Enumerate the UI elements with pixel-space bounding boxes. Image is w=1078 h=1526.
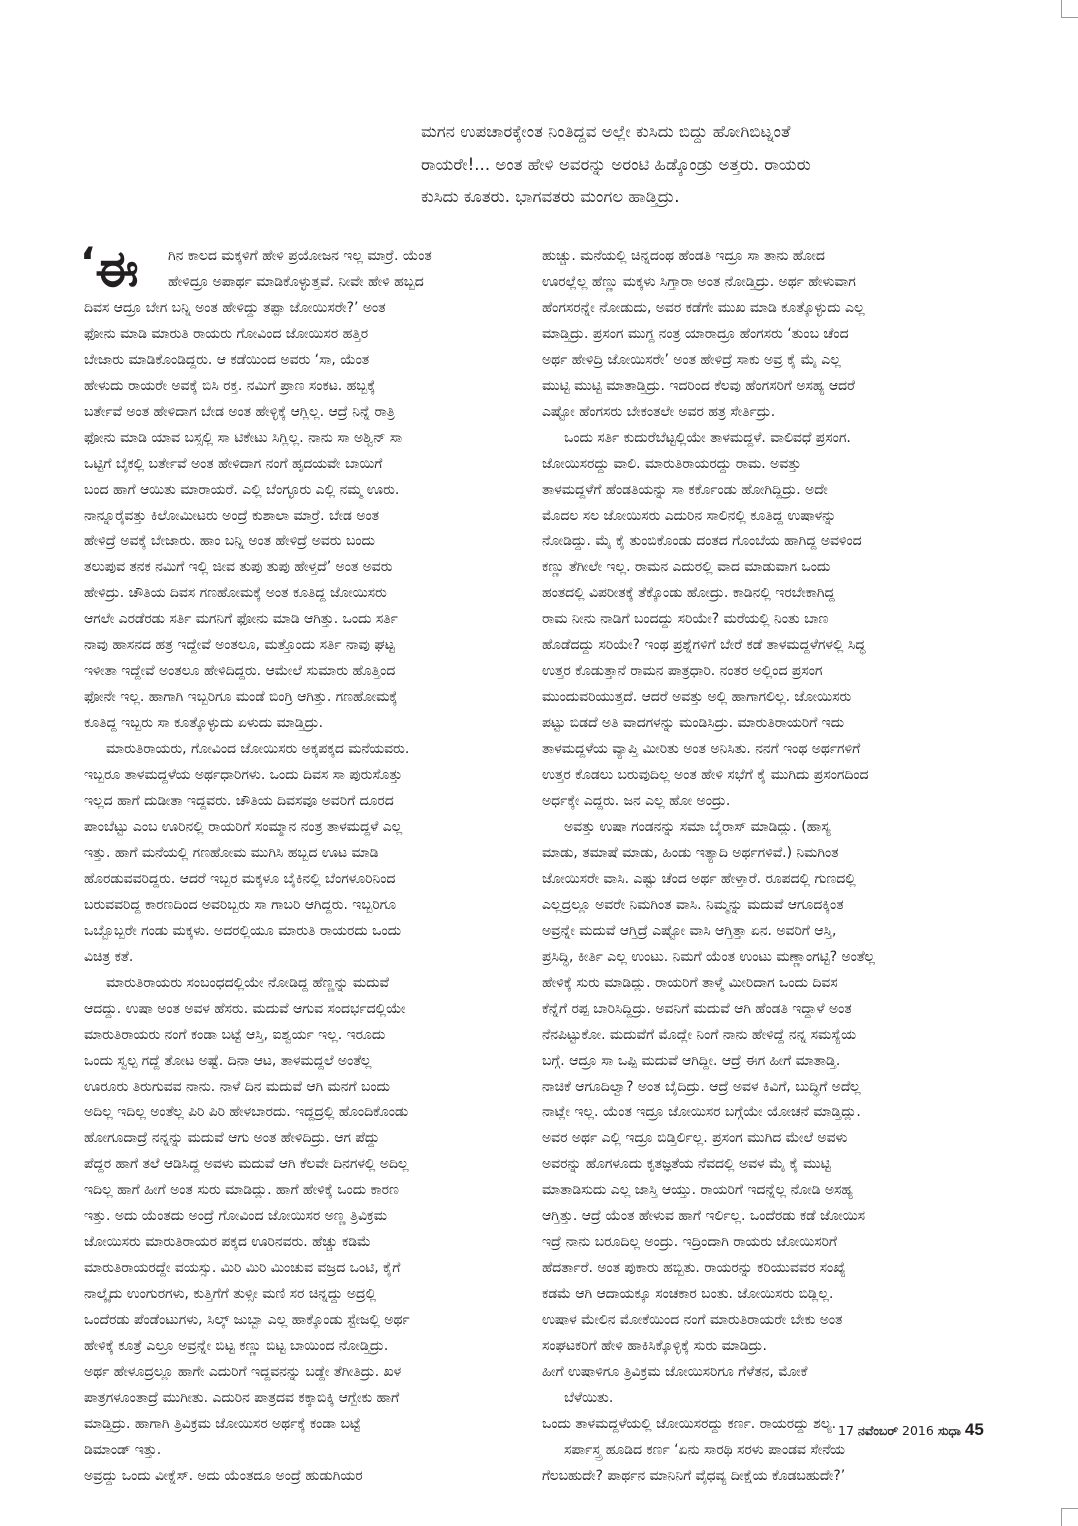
- article-line: ಅವ್ರದ್ದು ಒಂದು ವೀಕ್ನೆಸ್. ಅದು ಯೆಂತದೂ ಅಂದ್ರೆ ಹುಡುಗಿಯರ: [84, 1467, 363, 1484]
- magazine-name: ಸುಧಾ: [937, 1423, 961, 1438]
- article-line: ಕೆನ್ನೆಗೆ ರಪ್ಪ ಬಾರಿಸಿದ್ದಿದ್ರು. ಅವನಿಗೆ ಮದುವೆ ಆಗಿ ಹೆಂಡತಿ ಇದ್ದಾಳೆ ಅಂತ: [542, 1000, 852, 1017]
- article-line: ದಿವಸ ಆದ್ರೂ ಬೇಗ ಬನ್ನಿ ಅಂತ ಹೇಳಿದ್ದು ತಪ್ಪಾ ಜೋಯಿಸರೇ?’ ಅಂತ: [84, 299, 386, 316]
- article-line: ತಾಳಮದ್ದಳೆಗೆ ಹೆಂಡತಿಯನ್ನು ಸಾ ಕರ್ಕೊಂಡು ಹೋಗಿದ್ದಿದ್ರು. ಅದೇ: [542, 481, 828, 498]
- article-line: ಅವರ ಅರ್ಥ ಎಲ್ಲಿ ಇದ್ರೂ ಬಿಡ್ತಿರ್ಲಿಲ್ಲ. ಪ್ರಸಂಗ ಮುಗಿದ ಮೇಲೆ ಅವಳು: [542, 1130, 848, 1147]
- article-line: ಅರ್ಧಕ್ಕೇ ಎದ್ದರು. ಜನ ಎಲ್ಲ ಹೋ ಅಂದ್ರು.: [542, 793, 731, 810]
- article-line: ನಾನ್ನೂರೈವತ್ತು ಕಿಲೋಮೀಟರು ಅಂದ್ರೆ ಕುಶಾಲಾ ಮಾರ್ರೆ. ಬೇಡ ಅಂತ: [84, 507, 379, 524]
- article-line: ನಾಲ್ಕೈದು ಉಂಗುರಗಳು, ಕುತ್ತಿಗೆಗೆ ತುಳ್ಸೀ ಮಣಿ ಸರ ಚಿನ್ನದ್ದು ಅದ್ರಲ್ಲಿ: [84, 1286, 377, 1303]
- article-line: ಮುಟ್ಟಿ ಮುಟ್ಟಿ ಮಾತಾಡ್ತಿದ್ರು. ಇದರಿಂದ ಕೆಲವು ಹೆಂಗಸರಿಗೆ ಅಸಹ್ಯ ಆದರೆ: [542, 377, 855, 394]
- article-line: ಮಾರುತಿರಾಯರು, ಗೋವಿಂದ ಜೋಯಿಸರು ಅಕ್ಕಪಕ್ಕದ ಮನೆಯವರು.: [106, 741, 410, 758]
- article-line: ಊರೂರು ತಿರುಗುವವ ನಾನು. ನಾಳೆ ದಿನ ಮದುವೆ ಆಗಿ ಮನಗೆ ಬಂದು: [84, 1078, 390, 1095]
- article-column-right: [542, 244, 982, 1490]
- article-line: ಅವ್ರನ್ನೇ ಮದುವೆ ಆಗ್ತಿದ್ರೆ ಎಷ್ಟೋ ವಾಸಿ ಆಗ್ತಿತ್ತಾ ಏನ. ಅವರಿಗೆ ಆಸ್ತಿ,: [542, 922, 837, 939]
- article-line: ತಲುಪುವ ತನಕ ನಮಿಗೆ ಇಲ್ಲಿ ಜೀವ ತುಪು ತುಪು ಹೇಳ್ತದೆ’ ಅಂತ ಅವರು: [84, 559, 393, 576]
- article-line: ಹೆದರ್ತಾರೆ. ಅಂತ ಪುಕಾರು ಹಬ್ಬಿತು. ರಾಯರನ್ನು ಕರಿಯುವವರ ಸಂಖ್ಯೆ: [542, 1260, 846, 1277]
- article-line: ಇದ್ರೆ ನಾನು ಬರೂದಿಲ್ಲ ಅಂದ್ರು. ಇದ್ರಿಂದಾಗಿ ರಾಯರು ಜೋಯಿಸರಿಗೆ: [542, 1234, 837, 1251]
- article-line: ಹೇಳಿದ್ರೆ ಅವಕ್ಕೆ ಬೇಜಾರು. ಹಾಂ ಬನ್ನಿ ಅಂತ ಹೇಳಿದ್ರೆ ಅವರು ಬಂದು: [84, 533, 375, 550]
- article-line: ಪ್ರಸಿದ್ಧಿ, ಕೀರ್ತಿ ಎಲ್ಲ ಉಂಟು. ನಿಮಗೆ ಯೆಂತ ಉಂಟು ಮಣ್ಣಾಂಗಟ್ಟಿ? ಅಂತೆಲ್ಲ: [542, 948, 875, 965]
- article-line: ಬರ್ತೇವೆ ಅಂತ ಹೇಳಿದಾಗ ಬೇಡ ಅಂತ ಹೇಳ್ಳಿಕ್ಕೆ ಆಗ್ಲಿಲ್ಲ. ಆದ್ರೆ ನಿನ್ನೆ ರಾತ್ರಿ: [84, 403, 395, 420]
- article-line: ಕಣ್ಣು ತೆಗೀಲೇ ಇಲ್ಲ. ರಾಮನ ಎದುರಲ್ಲಿ ವಾದ ಮಾಡುವಾಗ ಒಂದು: [542, 559, 831, 576]
- article-line: ಇಲ್ಲದ ಹಾಗೆ ದುಡೀತಾ ಇದ್ದವರು. ಚೌತಿಯ ದಿವಸವೂ ಅವರಿಗೆ ದೂರದ: [84, 793, 394, 810]
- article-line: ಫೋನೇ ಇಲ್ಲ. ಹಾಗಾಗಿ ಇಬ್ಬರಿಗೂ ಮಂಡೆ ಬಿಂಗ್ರಿ ಆಗಿತ್ತು. ಗಣಹೋಮಕ್ಕೆ: [84, 689, 398, 706]
- crop-mark-bottom-right: [1061, 1508, 1078, 1526]
- article-line: ಮೊದಲ ಸಲ ಜೋಯಿಸರು ಎದುರಿನ ಸಾಲಿನಲ್ಲಿ ಕೂತಿದ್ದ ಉಷಾಳನ್ನು: [542, 507, 837, 524]
- article-line: ಹೇಳಿಕ್ಕೆ ಕೂತ್ರೆ ಎಲ್ರೂ ಅವ್ರನ್ನೇ ಬಿಟ್ಟ ಕಣ್ಣು ಬಿಟ್ಟ ಬಾಯಿಂದ ನೋಡ್ತಿದ್ರು.: [84, 1338, 389, 1355]
- article-line: ಪಟ್ಟು ಬಿಡದೆ ಅತಿ ವಾದಗಳನ್ನು ಮಂಡಿಸಿದ್ರು. ಮಾರುತಿರಾಯರಿಗೆ ಇದು: [542, 715, 845, 732]
- article-line: ತಾಳಮದ್ದಳೆಯ ವ್ಯಾಪ್ತಿ ಮೀರಿತು ಅಂತ ಅನಿಸಿತು. ನನಗೆ ಇಂಥ ಅರ್ಥಗಳಿಗೆ: [542, 741, 861, 758]
- article-line: ಮಾಡು, ತಮಾಷೆ ಮಾಡು, ಹಿಂಡು ಇತ್ಯಾದಿ ಅರ್ಥಗಳಿವೆ.) ನಿಮಗಿಂತ: [542, 844, 839, 861]
- article-line: ಒಬ್ಬೊಬ್ಬರೇ ಗಂಡು ಮಕ್ಕಳು. ಅದರಲ್ಲಿಯೂ ಮಾರುತಿ ರಾಯರದು ಒಂದು: [84, 922, 402, 939]
- article-line: ಗೆಲಬಹುದೇ? ಪಾರ್ಥನ ಮಾನಿನಿಗೆ ವೈಧವ್ಯ ದೀಕ್ಷೆಯ ಕೊಡಬಹುದೇ?’: [542, 1467, 846, 1484]
- article-line: ಇದಿಲ್ಲ ಹಾಗೆ ಹೀಗೆ ಅಂತ ಸುರು ಮಾಡಿದ್ಲು. ಹಾಗೆ ಹೇಳಿಕ್ಕೆ ಒಂದು ಕಾರಣ: [84, 1182, 399, 1199]
- drop-cap-quote-mark: ‘: [80, 240, 96, 286]
- article-line: ಹುಚ್ಚು. ಮನೆಯಲ್ಲಿ ಚಿನ್ನದಂಥ ಹೆಂಡತಿ ಇದ್ರೂ ಸಾ ತಾನು ಹೋದ: [542, 248, 825, 264]
- article-line: ಮಾಡ್ತಿದ್ರು. ಹಾಗಾಗಿ ತ್ರಿವಿಕ್ರಮ ಜೋಯಿಸರ ಅರ್ಥಕ್ಕೆ ಕಂಡಾ ಬಟ್ಟೆ: [84, 1415, 361, 1432]
- article-line: ಪಾಂಬೆಟ್ಟು ಎಂಬ ಊರಿನಲ್ಲಿ ರಾಯರಿಗೆ ಸಂಮ್ಮಾನ ನಂತ್ರ ತಾಳಮದ್ದಳೆ ಎಲ್ಲ: [84, 818, 403, 835]
- article-line: ಮಾರುತಿರಾಯರು ನಂಗೆ ಕಂಡಾ ಬಟ್ಟೆ ಆಸ್ತಿ, ಐಶ್ವರ್ಯ ಇಲ್ಲ. ಇರೂದು: [84, 1026, 386, 1043]
- article-line: ಸಂಘಟಕರಿಗೆ ಹೇಳಿ ಹಾಕಿಸಿಕ್ಕೊಳ್ಳಿಕ್ಕೆ ಸುರು ಮಾಡಿದ್ರು.: [542, 1338, 767, 1355]
- article-line: ಸರ್ಪಾಸ್ತ್ರ ಹೂಡಿದ ಕರ್ಣ ‘ಏನು ಸಾರಥಿ ಸರಳು ಪಾಂಡವ ಸೇನೆಯ: [564, 1441, 845, 1458]
- pull-quote-line: ಮಗನ ಉಪಚಾರಕ್ಕೇಂತ ನಿಂತಿದ್ದವ ಅಲ್ಲೇ ಕುಸಿದು ಬಿದ್ದು ಹೋಗಿಬಿಟ್ನಂತೆ: [421, 122, 791, 141]
- article-line: ಮಾರುತಿರಾಯರದ್ದೇ ವಯಸ್ಸು. ಮಿರಿ ಮಿರಿ ಮಿಂಚುವ ವಜ್ರದ ಒಂಟಿ, ಕೈಗೆ: [84, 1260, 401, 1277]
- article-line: ಒಟ್ಟಿಗೆ ಬೈಕಲ್ಲಿ ಬರ್ತೇವೆ ಅಂತ ಹೇಳಿದಾಗ ನಂಗೆ ಹೃದಯವೇ ಬಾಯಿಗೆ: [84, 455, 383, 472]
- article-line: ಮುಂದುವರಿಯುತ್ತದೆ. ಆದರೆ ಅವತ್ತು ಅಲ್ಲಿ ಹಾಗಾಗಲಿಲ್ಲ. ಜೋಯಿಸರು: [542, 689, 852, 706]
- article-line: ಆಗಲೇ ಎರಡೆರಡು ಸರ್ತಿ ಮಗನಿಗೆ ಫೋನು ಮಾಡಿ ಆಗಿತ್ತು. ಒಂದು ಸರ್ತಿ: [84, 611, 398, 628]
- article-line: ಗಿನ ಕಾಲದ ಮಕ್ಕಳಿಗೆ ಹೇಳಿ ಪ್ರಯೋಜನ ಇಲ್ಲ ಮಾರ್ರೆ. ಯೆಂತ: [168, 248, 432, 264]
- article-line: ಹೆಂಗಸರನ್ನೇ ನೋಡುದು, ಅವರ ಕಡೆಗೇ ಮುಖ ಮಾಡಿ ಕೂತ್ಕೊಳ್ಳುದು ಎಲ್ಲ: [542, 299, 865, 316]
- article-line: ರಾಮ ನೀನು ನಾಡಿಗೆ ಬಂದದ್ದು ಸರಿಯೇ? ಮರೆಯಲ್ಲಿ ನಿಂತು ಬಾಣ: [542, 611, 829, 628]
- article-line: ಉತ್ತರ ಕೊಡುತ್ತಾನೆ ರಾಮನ ಪಾತ್ರಧಾರಿ. ನಂತರ ಅಲ್ಲಿಂದ ಪ್ರಸಂಗ: [542, 663, 823, 680]
- folio-month: ನವೆಂಬರ್: [857, 1423, 899, 1438]
- article-line: ವಿಚಿತ್ರ ಕತೆ.: [84, 948, 134, 965]
- article-line: ನಾವು ಹಾಸನದ ಹತ್ರ ಇದ್ದೇವೆ ಅಂತಲೂ, ಮತ್ತೊಂದು ಸರ್ತಿ ನಾವು ಘಟ್ಟ: [84, 637, 395, 654]
- article-line: ಅವರನ್ನು ಹೊಗಳೂದು ಕೃತಜ್ಞತೆಯ ನೆವದಲ್ಲಿ ಅವಳ ಮೈ ಕೈ ಮುಟ್ಟಿ: [542, 1156, 831, 1173]
- article-line: ಅರ್ಥ ಹೇಳಿದ್ರಿ ಜೋಯಿಸರೇ’ ಅಂತ ಹೇಳಿದ್ರೆ ಸಾಕು ಅವ್ರ ಕೈ ಮೈ ಎಲ್ಲ: [542, 351, 841, 368]
- article-line: ಇಬ್ಬರೂ ತಾಳಮದ್ದಳೆಯ ಅರ್ಥಧಾರಿಗಳು. ಒಂದು ದಿವಸ ಸಾ ಪುರುಸೊತ್ತು: [84, 767, 403, 784]
- page-number: 45: [964, 1420, 984, 1439]
- article-line: ಹೇಳುದು ರಾಯರೇ ಅವಕ್ಕೆ ಬಿಸಿ ರಕ್ತ. ನಮಿಗೆ ಪ್ರಾಣ ಸಂಕಟ. ಹಬ್ಬಕ್ಕೆ: [84, 377, 376, 394]
- article-line: ಹೊರಡುವವರಿದ್ದರು. ಆದರೆ ಇಬ್ಬರ ಮಕ್ಕಳೂ ಬೈಕಿನಲ್ಲಿ ಬೆಂಗಳೂರಿನಿಂದ: [84, 870, 396, 887]
- article-line: ಬಗ್ಗೆ. ಆದ್ರೂ ಸಾ ಒಪ್ಪಿ ಮದುವೆ ಆಗಿದ್ದೀ. ಆದ್ರೆ ಈಗ ಹೀಗೆ ಮಾತಾಡ್ತಿ.: [542, 1052, 841, 1069]
- article-line: ಹೀಗೆ ಉಷಾಳಿಗೂ ತ್ರಿವಿಕ್ರಮ ಜೋಯಿಸರಿಗೂ ಗೆಳೆತನ, ಮೋಕೆ: [542, 1363, 808, 1380]
- article-line: ಹೋಗೂದಾದ್ರೆ ನನ್ನನ್ನು ಮದುವೆ ಆಗು ಅಂತ ಹೇಳಿದಿದ್ರು. ಆಗ ಪೆದ್ದು: [84, 1130, 380, 1147]
- article-line: ಒಂದೆರಡು ಪೆಂಡೆಂಟುಗಳು, ಸಿಲ್ಕ್ ಜುಬ್ಬಾ ಎಲ್ಲ ಹಾಕ್ಕೊಂಡು ಸ್ಟೇಜಲ್ಲಿ ಅರ್ಥ: [84, 1312, 410, 1329]
- article-line: ಇಳೀತಾ ಇದ್ದೇವೆ ಅಂತಲೂ ಹೇಳಿದಿದ್ದರು. ಆಮೇಲೆ ಸುಮಾರು ಹೊತ್ತಿಂದ: [84, 663, 396, 680]
- folio-day: 17: [838, 1423, 854, 1438]
- article-line: ನಾಟ್ಲೇ ಇಲ್ಲ. ಯೆಂತ ಇದ್ರೂ ಜೋಯಿಸರ ಬಗ್ಗೆಯೇ ಯೋಚನೆ ಮಾಡ್ತಿದ್ಲು.: [542, 1104, 861, 1121]
- article-line: ಉಷಾಳ ಮೇಲಿನ ಮೋಕೆಯಿಂದ ನಂಗೆ ಮಾರುತಿರಾಯರೇ ಬೇಕು ಅಂತ: [542, 1312, 843, 1329]
- article-line: ಒಂದು ಸರ್ತಿ ಕುದುರೆಬೆಟ್ಟಲ್ಲಿಯೇ ತಾಳಮದ್ದಳೆ. ವಾಲಿವಧೆ ಪ್ರಸಂಗ.: [564, 429, 851, 446]
- article-line: ಉತ್ತರ ಕೊಡಲು ಬರುವುದಿಲ್ಲ ಅಂತ ಹೇಳಿ ಸಭೆಗೆ ಕೈ ಮುಗಿದು ಪ್ರಸಂಗದಿಂದ: [542, 767, 869, 784]
- drop-cap-letter: ಈ: [95, 240, 139, 298]
- article-line: ಕೂತಿದ್ದ ಇಬ್ಬರು ಸಾ ಕೂತ್ಕೊಳ್ಳುದು ಏಳುದು ಮಾಡ್ತಿದ್ರು.: [84, 715, 324, 732]
- pull-quote-line: ಕುಸಿದು ಕೂತರು. ಭಾಗವತರು ಮಂಗಲ ಹಾಡ್ತಿದ್ರು.: [421, 187, 680, 206]
- article-line: ಜೋಯಿಸರು ಮಾರುತಿರಾಯರ ಪಕ್ಕದ ಊರಿನವರು. ಹೆಚ್ಚು ಕಡಿಮೆ: [84, 1234, 371, 1251]
- article-line: ನೆನಪಿಟ್ಟುಕೋ. ಮದುವೆಗೆ ಮೊದ್ಲೇ ನಿಂಗೆ ನಾನು ಹೇಳಿದ್ದೆ ನನ್ನ ಸಮಸ್ಯೆಯ: [542, 1026, 856, 1043]
- article-line: ಮಾರುತಿರಾಯರು ಸಂಬಂಧದಲ್ಲಿಯೇ ನೋಡಿದ್ದ ಹೆಣ್ಣನ್ನು ಮದುವೆ: [106, 974, 389, 991]
- article-line: ಒಂದು ಸ್ವಲ್ಪ ಗದ್ದೆ ತೋಟ ಅಷ್ಟೆ. ದಿನಾ ಆಟ, ತಾಳಮದ್ದಲೆ ಅಂತೆಲ್ಲ: [84, 1052, 372, 1069]
- article-line: ಆದದ್ದು. ಉಷಾ ಅಂತ ಅವಳ ಹೆಸರು. ಮದುವೆ ಆಗುವ ಸಂದರ್ಭದಲ್ಲಿಯೇ: [84, 1000, 406, 1017]
- article-column-left: [84, 244, 514, 1490]
- article-line: ಮಾತಾಡಿಸುದು ಎಲ್ಲ ಜಾಸ್ತಿ ಆಯ್ತು. ರಾಯರಿಗೆ ಇದನ್ನೆಲ್ಲ ನೋಡಿ ಅಸಹ್ಯ: [542, 1182, 853, 1199]
- article-line: ಊರಲ್ಲೆಲ್ಲ ಹೆಣ್ಣು ಮಕ್ಕಳು ಸಿಗ್ತಾರಾ ಅಂತ ನೋಡ್ತಿದ್ರು. ಅರ್ಥ ಹೇಳುವಾಗ: [542, 273, 856, 290]
- article-line: ಮಾಡ್ತಿದ್ರು. ಪ್ರಸಂಗ ಮುಗ್ದ ನಂತ್ರ ಯಾರಾದ್ರೂ ಹೆಂಗಸರು ‘ತುಂಬ ಚೆಂದ: [542, 325, 849, 342]
- article-line: ಇತ್ತು. ಹಾಗೆ ಮನೆಯಲ್ಲಿ ಗಣಹೋಮ ಮುಗಿಸಿ ಹಬ್ಬದ ಊಟ ಮಾಡಿ: [84, 844, 379, 861]
- article-line: ಎಲ್ಲದ್ರಲ್ಲೂ ಅವರೇ ನಿಮಗಿಂತ ವಾಸಿ. ನಿಮ್ಮನ್ನು ಮದುವೆ ಆಗೂದಕ್ಕಿಂತ: [542, 896, 844, 913]
- article-line: ಎಷ್ಟೋ ಹೆಂಗಸರು ಬೇಕಂತಲೇ ಅವರ ಹತ್ರ ಸೇರ್ತಿದ್ರು.: [542, 403, 776, 420]
- article-line: ಹೇಳಿದ್ರೂ ಅಪಾರ್ಥ ಮಾಡಿಕೊಳ್ಳುತ್ತವೆ. ನೀವೇ ಹೇಳಿ ಹಬ್ಬದ: [168, 273, 424, 290]
- article-line: ಹೇಳಿಕ್ಕೆ ಸುರು ಮಾಡಿದ್ಲು. ರಾಯರಿಗೆ ತಾಳ್ಮೆ ಮೀರಿದಾಗ ಒಂದು ದಿವಸ: [542, 974, 838, 991]
- article-line: ನಾಚಿಕೆ ಆಗೂದಿಲ್ವಾ? ಅಂತ ಬೈದಿದ್ರು. ಆದ್ರೆ ಅವಳ ಕಿವಿಗೆ, ಬುದ್ಧಿಗೆ ಅದೆಲ್ಲ: [542, 1078, 861, 1095]
- article-line: ಒಂದು ತಾಳಮದ್ದಳೆಯಲ್ಲಿ ಜೋಯಿಸರದ್ದು ಕರ್ಣ. ರಾಯರದ್ದು ಶಲ್ಯ.: [542, 1415, 837, 1432]
- article-line: ಜೋಯಿಸರೇ ವಾಸಿ. ಎಷ್ಟು ಚೆಂದ ಅರ್ಥ ಹೇಳ್ತಾರೆ. ರೂಪದಲ್ಲಿ ಗುಣದಲ್ಲಿ: [542, 870, 856, 887]
- folio-year: 2016: [902, 1423, 934, 1438]
- article-line: ಬೇಜಾರು ಮಾಡಿಕೊಂಡಿದ್ದರು. ಆ ಕಡೆಯಿಂದ ಅವರು ‘ಸಾ, ಯೆಂತ: [84, 351, 370, 368]
- article-line: ನೋಡಿದ್ದು. ಮೈ ಕೈ ತುಂಬಿಕೊಂಡು ದಂತದ ಗೊಂಬೆಯ ಹಾಗಿದ್ದ ಅವಳಿಂದ: [542, 533, 862, 550]
- article-line: ಹೇಳಿದ್ರು. ಚೌತಿಯ ದಿವಸ ಗಣಹೋಮಕ್ಕೆ ಅಂತ ಕೂತಿದ್ದ ಜೋಯಿಸರು: [84, 585, 387, 602]
- article-line: ಆಗ್ತಿತ್ತು. ಆದ್ರೆ ಯೆಂತ ಹೇಳುವ ಹಾಗೆ ಇರ್ಲಿಲ್ಲ. ಒಂದೆರಡು ಕಡೆ ಜೋಯಿಸ: [542, 1208, 866, 1225]
- article-line: ಅವತ್ತು ಉಷಾ ಗಂಡನನ್ನು ಸಮಾ ಬೈರಾಸ್ ಮಾಡಿದ್ಲು. (ಹಾಸ್ಯ: [564, 818, 831, 835]
- page-footer: [838, 1420, 984, 1440]
- crop-mark-top-right: [1061, 0, 1078, 18]
- pull-quote: [421, 116, 1061, 214]
- article-line: ಅದಿಲ್ಲ ಇದಿಲ್ಲ ಅಂತೆಲ್ಲ ಪಿರಿ ಪಿರಿ ಹೇಳಬಾರದು. ಇದ್ದದ್ರಲ್ಲಿ ಹೊಂದಿಕೊಂಡು: [84, 1104, 409, 1121]
- article-line: ಹಂತದಲ್ಲಿ ವಿಪರೀತಕ್ಕೆ ತೆಕ್ಕೊಂಡು ಹೋದ್ರು. ಕಾಡಿನಲ್ಲಿ ಇರಬೇಕಾಗಿದ್ದ: [542, 585, 835, 602]
- article-line: ಪೆದ್ದರ ಹಾಗೆ ತಲೆ ಆಡಿಸಿದ್ದ ಅವಳು ಮದುವೆ ಆಗಿ ಕೆಲವೇ ದಿನಗಳಲ್ಲಿ ಅದಿಲ್ಲ: [84, 1156, 409, 1173]
- article-line: ಅರ್ಥ ಹೇಳೂದ್ರಲ್ಲೂ ಹಾಗೇ ಎದುರಿಗೆ ಇದ್ದವನನ್ನು ಬಡ್ದೇ ತೆಗೀತಿದ್ರು. ಖಳ: [84, 1363, 402, 1380]
- article-line: ಬಂದ ಹಾಗೆ ಆಯಿತು ಮಾರಾಯರೆ. ಎಲ್ಲಿ ಬೆಂಗ್ಳೂರು ಎಲ್ಲಿ ನಮ್ಮ ಊರು.: [84, 481, 400, 498]
- article-line: ಇತ್ತು. ಅದು ಯೆಂತದು ಅಂದ್ರೆ ಗೋವಿಂದ ಜೋಯಿಸರ ಅಣ್ಣ ತ್ರಿವಿಕ್ರಮ: [84, 1208, 387, 1225]
- pull-quote-line: ರಾಯರೇ!... ಅಂತ ಹೇಳಿ ಅವರನ್ನು ಅರಂಟಿ ಹಿಡ್ಕೊಂಡ್ರು ಅತ್ತರು. ರಾಯರು: [421, 154, 811, 174]
- article-line: ಪಾತ್ರಗಳೂಂತಾದ್ರೆ ಮುಗೀತು. ಎದುರಿನ ಪಾತ್ರದವ ಕಕ್ಕಾಬಿಕ್ಕಿ ಆಗ್ಬೇಕು ಹಾಗೆ: [84, 1389, 400, 1406]
- article-line: ಫೋನು ಮಾಡಿ ಯಾವ ಬಸ್ಸಲ್ಲಿ ಸಾ ಟಿಕೇಟು ಸಿಗ್ಲಿಲ್ಲ. ನಾನು ಸಾ ಅಶ್ವಿನ್ ಸಾ: [84, 429, 403, 446]
- article-line: ಕಡಮೆ ಆಗಿ ಆದಾಯಕ್ಕೂ ಸಂಚಕಾರ ಬಂತು. ಜೋಯಿಸರು ಬಿಡ್ಲಿಲ್ಲ.: [542, 1286, 834, 1303]
- article-line: ಹೊಡೆದದ್ದು ಸರಿಯೇ? ಇಂಥ ಪ್ರಶ್ನೆಗಳಿಗೆ ಬೇರೆ ಕಡೆ ತಾಳಮದ್ದಳೆಗಳಲ್ಲಿ ಸಿದ್ಧ: [542, 637, 866, 654]
- article-line: ಬರುವವರಿದ್ದ ಕಾರಣದಿಂದ ಅವರಿಬ್ಬರು ಸಾ ಗಾಬರಿ ಆಗಿದ್ದರು. ಇಬ್ಬರಿಗೂ: [84, 896, 397, 913]
- article-line: ಜೋಯಿಸರದ್ದು ವಾಲಿ. ಮಾರುತಿರಾಯರದ್ದು ರಾಮ. ಅವತ್ತು: [542, 455, 802, 472]
- article-line: ಡಿಮಾಂಡ್ ಇತ್ತು.: [84, 1441, 162, 1458]
- article-line: ಬೆಳೆಯಿತು.: [564, 1389, 614, 1406]
- article-line: ಫೋನು ಮಾಡಿ ಮಾರುತಿ ರಾಯರು ಗೋವಿಂದ ಜೋಯಿಸರ ಹತ್ತಿರ: [84, 325, 369, 342]
